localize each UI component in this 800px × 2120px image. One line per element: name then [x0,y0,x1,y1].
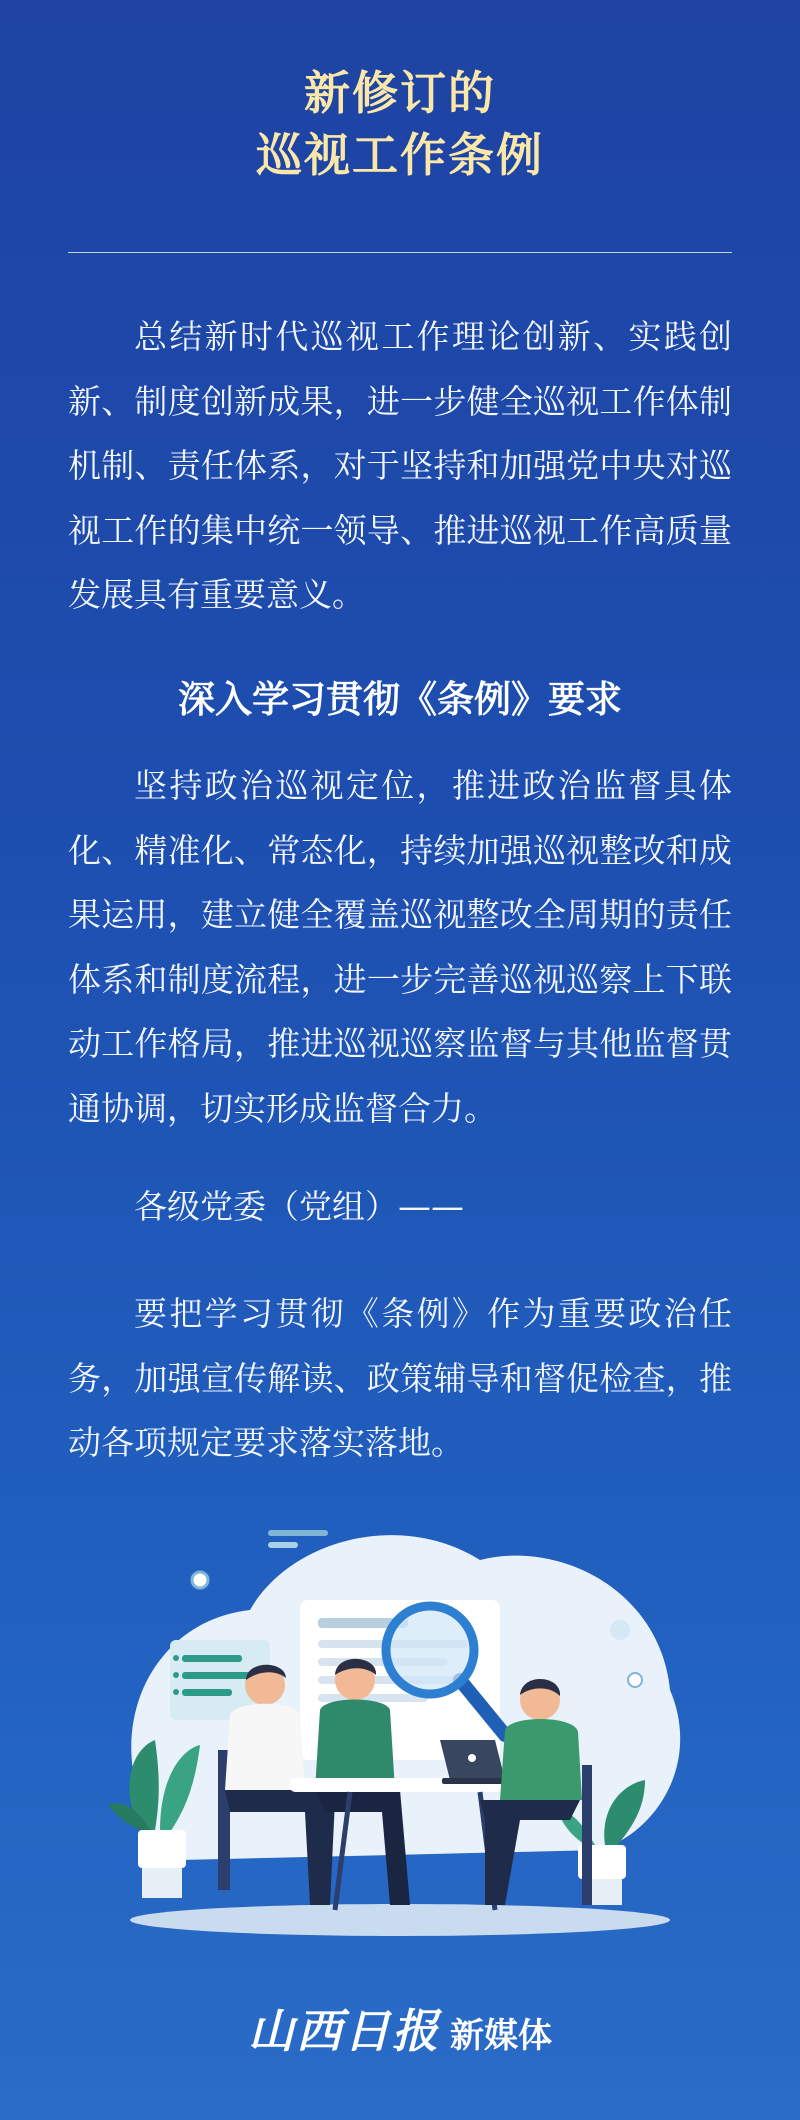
decor-bar [268,1542,298,1548]
section-heading: 深入学习贯彻《条例》要求 [178,678,622,721]
title-line-1: 新修订的 [304,66,496,120]
party-committee-line: 各级党委（党组）—— [134,1187,464,1226]
chair-right [582,1765,592,1905]
page-title [0,62,800,186]
brand-logo [0,1995,800,2061]
task-paragraph: 要把学习贯彻《条例》作为重要政治任务，加强宣传解读、政策辅导和督促检查，推动各项规定要求落实落地。 [68,1294,732,1462]
decor-bar [268,1530,328,1536]
logo-suffix: 新媒体 [450,2016,552,2056]
logo-calligraphy: 山西日报 [248,2004,440,2058]
requirements-paragraph: 坚持政治巡视定位，推进政治监督具体化、精准化、常态化，持续加强巡视整改和成果运用，建立健全覆盖巡视整改全周期的责任体系和制度流程，进一步完善巡视巡察上下联动工作格局，推进巡视巡察监督与其他监督贯通协调，切实形成监督合力。 [68,766,732,1128]
decor-dot [192,1572,208,1588]
office-meeting-illustration [100,1500,700,1940]
title-line-2: 巡视工作条例 [256,128,544,182]
title-divider [68,252,732,253]
intro-paragraph: 总结新时代巡视工作理论创新、实践创新、制度创新成果，进一步健全巡视工作体制机制、责任体系，对于坚持和加强党中央对巡视工作的集中统一领导、推进巡视工作高质量发展具有重要意义。 [68,317,732,614]
decor-dot [610,1620,630,1640]
floor-shadow [130,1904,670,1936]
decor-dot [628,1673,642,1687]
